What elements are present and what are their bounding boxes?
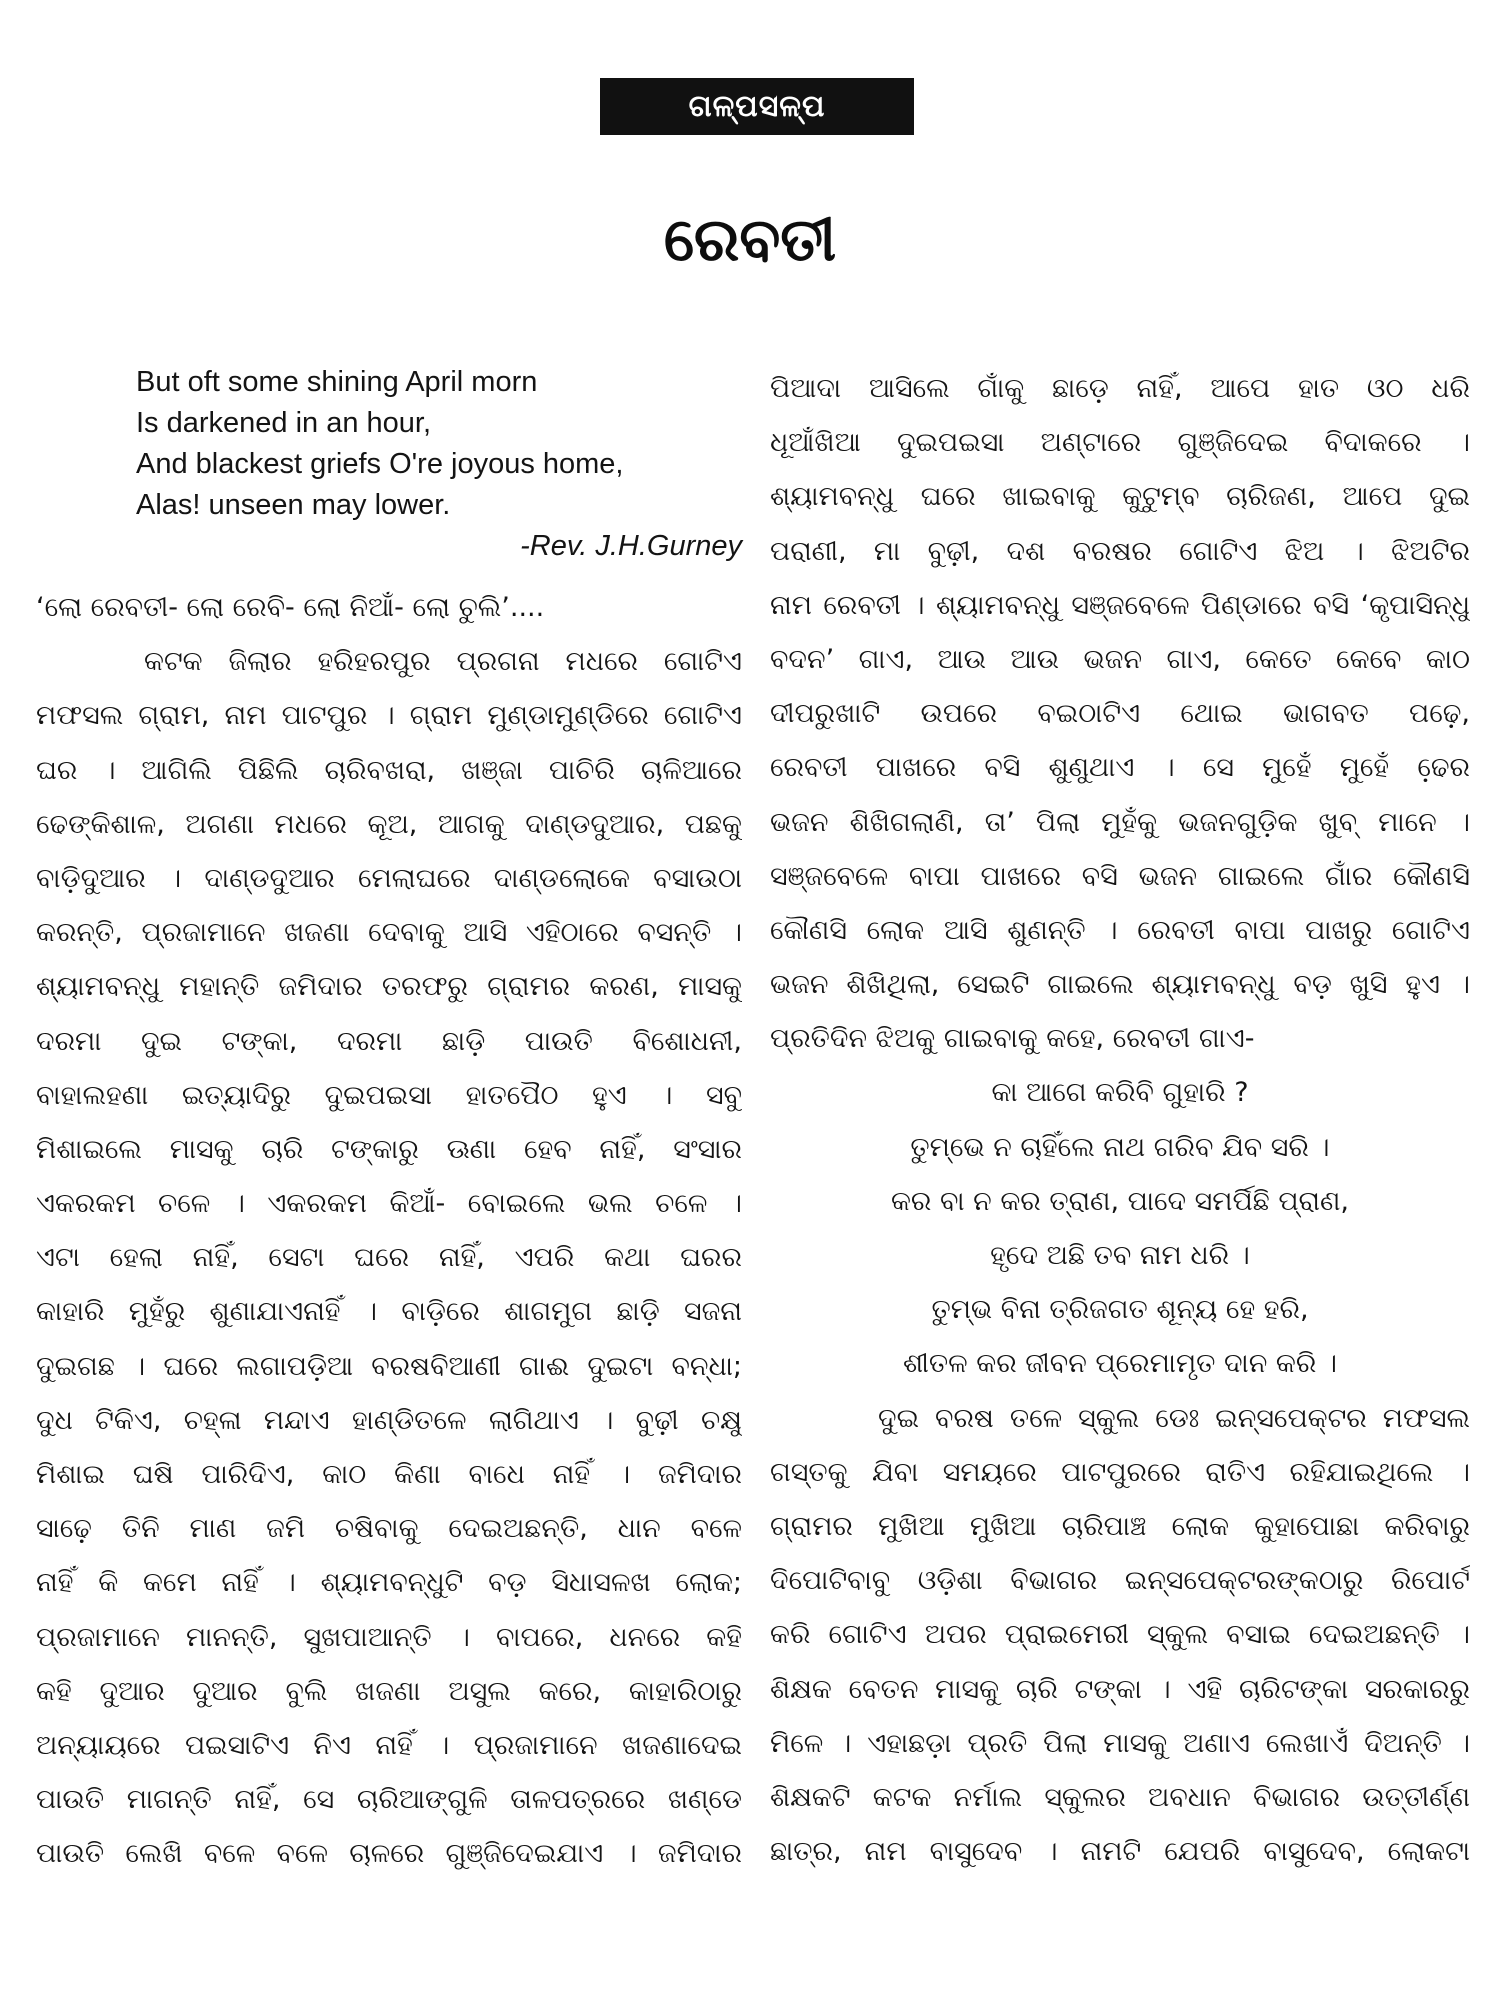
prose-line: କରି ଗୋଟିଏ ଅପର ପ୍ରାଇମେରୀ ସ୍କୁଲ ବସାଇ ଦେଇଅଛନ୍ତି ।	[770, 1619, 1470, 1651]
prose-line: ଭଜନ ଶିଖିଗଲାଣି, ତା’ ପିଲା ମୁହଁକୁ ଭଜନଗୁଡ଼ିକ ଖୁବ୍ ମାନେ ।	[770, 806, 1470, 838]
prose-line: ଧୂଆଁଖିଆ ଦୁଇପଇସା ଅଣ୍ଟାରେ ଗୁଞ୍ଜିଦେଇ ବିଦାକରେ ।	[770, 427, 1470, 459]
prose-line: ମିଶାଇଲେ ମାସକୁ ଚାରି ଟଙ୍କାରୁ ଊଣା ହେବ ନାହିଁ, ସଂସାର	[36, 1133, 742, 1165]
section-label: ଗଳ୍ପସଳ୍ପ	[600, 78, 914, 135]
prose-line: କହି ଦୁଆର ଦୁଆର ବୁଲି ଖଜଣା ଅସୁଲ କରେ, କାହାରିଠାରୁ	[36, 1675, 742, 1707]
right-column	[770, 362, 1470, 1879]
prose-line: ଦରମା ଦୁଇ ଟଙ୍କା, ଦରମା ଛାଡ଼ି ପାଉତି ବିଶୋଧନୀ,	[36, 1025, 742, 1057]
prose-line: ଗସ୍ତକୁ ଯିବା ସମୟରେ ପାଟପୁରରେ ରାତିଏ ରହିଯାଇଥିଲେ ।	[770, 1456, 1470, 1488]
prose-line: ପାଉତି ମାଗନ୍ତି ନାହିଁ, ସେ ଚାରିଆଙ୍ଗୁଳି ତାଳପତ୍ରରେ ଖଣ୍ଡେ	[36, 1784, 742, 1816]
prose-line: କରନ୍ତି, ପ୍ରଜାମାନେ ଖଜଣା ଦେବାକୁ ଆସି ଏହିଠାରେ ବସନ୍ତି ।	[36, 917, 742, 949]
prose-line: ଢେଙ୍କିଶାଳ, ଅଗଣା ମଧରେ କୂଅ, ଆଗକୁ ଦାଣ୍ଡଦୁଆର, ପଛକୁ	[36, 808, 742, 840]
prose-line: ନାହିଁ କି କମେ ନାହିଁ । ଶ୍ୟାମବନ୍ଧୁଟି ବଡ଼ ସିଧାସଳଖ ଲୋକ;	[36, 1567, 742, 1599]
epigraph-line: And blackest griefs O're joyous home,	[136, 448, 624, 480]
prose-line: ମିଶାଇ ଘଷି ପାରିଦିଏ, କାଠ କିଣା ବାଧେ ନାହିଁ । ଜମିଦାର	[36, 1459, 742, 1490]
prose-line: ଏଟା ହେଲା ନାହିଁ, ସେଟା ଘରେ ନାହିଁ, ଏପରି କଥା ଘରର	[36, 1242, 742, 1274]
epigraph-author: -Rev. J.H.Gurney	[520, 530, 742, 562]
prose-line: ଶିକ୍ଷକ ବେତନ ମାସକୁ ଚାରି ଟଙ୍କା । ଏହି ଚାରିଟଙ୍କା ସରକାରରୁ	[770, 1673, 1470, 1705]
prose-line: ମଫସଲ ଗ୍ରାମ, ନାମ ପାଟପୁର । ଗ୍ରାମ ମୁଣ୍ଡାମୁଣ୍ଡିରେ ଗୋଟିଏ	[36, 700, 742, 732]
prose-line: ଅନ୍ୟାୟରେ ପଇସାଟିଏ ନିଏ ନାହିଁ । ପ୍ରଜାମାନେ ଖଜଣାଦେଇ	[36, 1729, 742, 1761]
prose-line: କାହାରି ମୁହଁରୁ ଶୁଣାଯାଏନାହିଁ । ବାଡ଼ିରେ ଶାଗମୁଗ ଛାଡ଼ି ସଜନା	[36, 1296, 742, 1328]
prose-line: ବାହାଲହଣା ଇତ୍ୟାଦିରୁ ଦୁଇପଇସା ହାତପୈଠ ହୁଏ । ସବୁ	[36, 1079, 742, 1111]
prose-line: ସଞ୍ଜବେଳେ ବାପା ପାଖରେ ବସି ଭଜନ ଗାଇଲେ ଗାଁର କୌଣସି	[770, 860, 1470, 892]
prose-line: ଘର । ଆଗିଲି ପିଛିଲି ଚାରିବଖରା, ଖଞ୍ଜା ପାଚିରି ଚାଳିଆରେ	[36, 754, 742, 786]
verse-line: ହୃଦେ ଅଛି ତବ ନାମ ଧରି ।	[990, 1240, 1250, 1271]
left-prose	[36, 581, 742, 1882]
prose-line: ଏକରକମ ଚଳେ । ଏକରକମ କିଆଁ- ବୋଇଲେ ଭଲ ଚଳେ ।	[36, 1188, 742, 1220]
prose-line: ଦୀପରୁଖାଟି ଉପରେ ବଇଠାଟିଏ ଥୋଇ ଭାଗବତ ପଢ଼େ,	[770, 698, 1470, 730]
prose-line: ପରାଣୀ, ମା ବୁଢ଼ୀ, ଦଶ ବରଷର ଗୋଟିଏ ଝିଅ । ଝିଅଟିର	[770, 535, 1470, 567]
verse-line: ଶୀତଳ କର ଜୀବନ ପ୍ରେମାମୃତ ଦାନ କରି ।	[902, 1348, 1338, 1380]
bhajan-verse	[770, 1066, 1470, 1391]
epigraph-line: Alas! unseen may lower.	[136, 489, 451, 521]
prose-line: ପିଆଦା ଆସିଲେ ଗାଁକୁ ଛାଡ଼େ ନାହିଁ, ଆପେ ହାତ ଓଠ ଧରି	[770, 373, 1470, 404]
epigraph	[136, 362, 742, 567]
verse-line: ତୁମ୍ଭେ ନ ଚାହିଁଲେ ନାଥ ଗରିବ ଯିବ ସରି ।	[910, 1131, 1330, 1163]
prose-line: କଟକ ଜିଲାର ହରିହରପୁର ପ୍ରଗନା ମଧରେ ଗୋଟିଏ	[144, 646, 742, 678]
prose-line: ବାଡ଼ିଦୁଆର । ଦାଣ୍ଡଦୁଆର ମେଲାଘରେ ଦାଣ୍ଡଲୋକେ ବସାଉଠା	[36, 862, 742, 894]
prose-line: ଭଜନ ଶିଖିଥିଲା, ସେଇଟି ଗାଇଲେ ଶ୍ୟାମବନ୍ଧୁ ବଡ଼ ଖୁସି ହୁଏ ।	[770, 969, 1470, 1001]
prose-line: ଗ୍ରାମର ମୁଖିଆ ମୁଖିଆ ଚାରିପାଞ୍ଚ ଲୋକ କୁହାପୋଛା କରିବାରୁ	[770, 1510, 1470, 1542]
prose-line: ଦୁଇଗଛ । ଘରେ ଲଗାପଡ଼ିଆ ବରଷବିଆଣୀ ଗାଈ ଦୁଇଟା ବନ୍ଧା;	[36, 1350, 742, 1382]
prose-line: ରେବତୀ ପାଖରେ ବସି ଶୁଣୁଥାଏ । ସେ ମୁହେଁ ମୁହେଁ ଢେ଼ର	[770, 752, 1470, 784]
prose-line: ଶିକ୍ଷକଟି କଟକ ନର୍ମାଲ ସ୍କୁଲର ଅବଧାନ ବିଭାଗର ଉତ୍ତୀର୍ଣ୍ଣ	[770, 1781, 1470, 1813]
prose-line: ସାଢ଼େ ତିନି ମାଣ ଜମି ଚଷିବାକୁ ଦେଇଅଛନ୍ତି, ଧାନ ବଳେ	[36, 1513, 742, 1545]
prose-line: ପ୍ରତିଦିନ ଝିଅକୁ ଗାଇବାକୁ କହେ, ରେବତୀ ଗାଏ-	[770, 1023, 1255, 1055]
prose-line: ଦୁଇ ବରଷ ତଳେ ସ୍କୁଲ ଡେଃ ଇନ୍ସପେକ୍ଟର ମଫସଲ	[878, 1402, 1470, 1434]
prose-line: ପ୍ରଜାମାନେ ମାନନ୍ତି, ସୁଖପାଆନ୍ତି । ବାପରେ, ଧନରେ କହି	[36, 1621, 742, 1653]
verse-line: କା ଆଗେ କରିବି ଗୁହାରି ?	[991, 1077, 1249, 1109]
prose-line: ନାମ ରେବତୀ । ଶ୍ୟାମବନ୍ଧୁ ସଞ୍ଜବେଳେ ପିଣ୍ଡାରେ ବସି ‘କୃପାସିନ୍ଧୁ	[770, 589, 1470, 621]
left-column	[36, 362, 742, 1882]
verse-line: କର ବା ନ କର ତ୍ରାଣ, ପାଦେ ସମର୍ପିଛି ପ୍ରାଣ,	[890, 1185, 1350, 1217]
opening-call: ‘ଲୋ ରେବତୀ- ଲୋ ରେବି- ଲୋ ନିଆଁ- ଲୋ ଚୁଲି’....	[36, 592, 545, 623]
prose-line: ଶ୍ୟାମବନ୍ଧୁ ଘରେ ଖାଇବାକୁ କୁଟୁମ୍ବ ଚାରିଜଣ, ଆପେ ଦୁଇ	[770, 481, 1470, 513]
prose-line: ମିଳେ । ଏହାଛଡ଼ା ପ୍ରତି ପିଲା ମାସକୁ ଅଣାଏ ଲେଖାଏଁ ଦିଅନ୍ତି ।	[770, 1727, 1470, 1759]
prose-line: ଛାତ୍ର, ନାମ ବାସୁଦେବ । ନାମଟି ଯେପରି ବାସୁଦେବ, ଲୋକଟା	[770, 1836, 1470, 1868]
prose-line: ଦିପୋଟିବାବୁ ଓଡ଼ିଶା ବିଭାଗର ଇନ୍ସପେକ୍ଟରଙ୍କଠାରୁ ରିପୋର୍ଟ	[770, 1565, 1470, 1597]
prose-line: ବଦନ’ ଗାଏ, ଆଉ ଆଉ ଭଜନ ଗାଏ, କେତେ କେବେ କାଠ	[770, 643, 1470, 675]
story-title: ରେବତୀ	[663, 205, 837, 275]
prose-line: କୌଣସି ଲୋକ ଆସି ଶୁଣନ୍ତି । ରେବତୀ ବାପା ପାଖରୁ ଗୋଟିଏ	[770, 914, 1470, 946]
prose-line: ପାଉତି ଲେଖି ବଳେ ବଳେ ଚାଳରେ ଗୁଞ୍ଜିଦେଇଯାଏ । ଜମିଦାର	[36, 1838, 742, 1870]
epigraph-line: But oft some shining April morn	[136, 366, 538, 398]
verse-line: ତୁମ୍ଭ ବିନା ତ୍ରିଜଗତ ଶୂନ୍ୟ ହେ ହରି,	[931, 1294, 1309, 1326]
epigraph-line: Is darkened in an hour,	[136, 407, 432, 439]
prose-line: ଦୁଧ ଟିକିଏ, ଚହ୍ଳା ମନ୍ଦାଏ ହାଣ୍ଡିତଳେ ଲାଗିଥାଏ । ବୁଢ଼ୀ ଚକ୍ଷୁ	[36, 1404, 742, 1436]
prose-line: ଶ୍ୟାମବନ୍ଧୁ ମହାନ୍ତି ଜମିଦାର ତରଫରୁ ଗ୍ରାମର କରଣ, ମାସକୁ	[36, 971, 742, 1003]
